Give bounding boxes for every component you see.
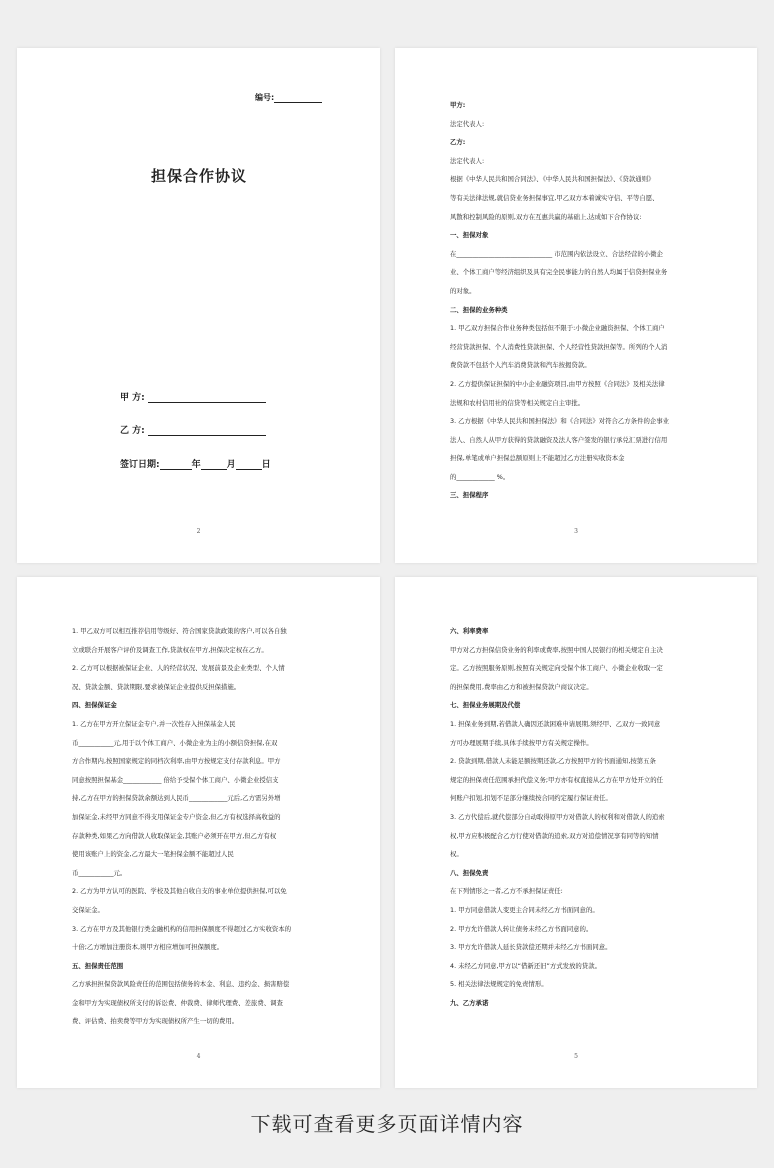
text-line: 2. 甲方允许借款人转让债务未经乙方书面同意的。 — [450, 924, 593, 933]
text-line: 交保证金。 — [72, 905, 104, 914]
party-a-label: 甲 方: — [120, 393, 145, 403]
text-line: 使用该账户上的资金,乙方最大一笔担保金额不能超过人民 — [72, 850, 234, 859]
page-4-body — [72, 622, 327, 1031]
text-line: 同意按照担保基金____________ 倍给予受保个体工商户、小微企业授信支 — [72, 775, 279, 784]
page-3-body — [450, 96, 704, 505]
year-blank — [160, 460, 192, 470]
sign-date-label: 签订日期: — [120, 460, 160, 470]
text-line: 1. 担保业务到期,若借款人确因还款困难申请展期,须经甲、乙双方一致同意 — [450, 719, 661, 728]
text-line: 3. 甲方允许借款人延长贷款偿还期并未经乙方书面同意。 — [450, 943, 612, 952]
section-heading: 八、担保免责 — [450, 868, 489, 877]
text-line: 的对象。 — [450, 286, 476, 295]
text-line: 在______________________________ 市范围内依法设立、合法经营的小微企 — [450, 249, 663, 258]
sign-date-field — [120, 457, 271, 470]
text-line: 等有关法律法规,就信贷业务担保事宜,甲乙双方本着诚实守信、平等自愿、 — [450, 193, 659, 202]
text-line: 的____________ %。 — [450, 472, 510, 481]
section-heading: 六、利率费率 — [450, 627, 489, 635]
text-line: 在下列情形之一者,乙方不承担保证责任: — [450, 887, 563, 896]
text-line: 币___________元,用于以个体工商户、小微企业为主的小额信贷担保,在双 — [72, 738, 278, 747]
text-line: 何账户扣划,扣划不足部分继续按合同约定履行保证责任。 — [450, 794, 612, 803]
text-line: 金和甲方为实现债权所支付的诉讼费、仲裁费、律师代理费、差旅费、调查 — [72, 998, 283, 1007]
text-line: 立或联合开展客户评价及调查工作,贷款权在甲方,担保决定权在乙方。 — [72, 645, 268, 654]
text-line: 1. 乙方在甲方开立保证金专户,并一次性存入担保基金人民 — [72, 719, 236, 728]
month-label: 月 — [226, 460, 236, 470]
document-page-3 — [395, 48, 757, 563]
text-line: 2. 乙方可以根据被保证企业、人的经营状况、发展前景及企业类型、个人情 — [72, 664, 285, 673]
text-line: 风散和控制风险的原则,双方在互惠共赢的基础上,达成如下合作协议: — [450, 212, 642, 221]
section-heading: 三、担保程序 — [450, 491, 489, 500]
text-line: 存款种类,如果乙方向借款人收取保证金,其账户必须开在甲方,但乙方有权 — [72, 831, 277, 840]
party-a-blank — [148, 393, 266, 403]
text-line: 况、贷款金额、贷款期限,要求被保证企业提供反担保措施。 — [72, 682, 241, 691]
text-line: 1. 甲乙双方担保合作业务种类包括但不限于:小微企业融资担保、个体工商户 — [450, 324, 665, 333]
section-heading: 九、乙方承诺 — [450, 998, 489, 1007]
page-number: 4 — [196, 1053, 201, 1060]
text-line: 担保,单笔或单户担保总额原则上不能超过乙方注册实收资本金 — [450, 454, 625, 463]
text-line: 3. 乙方在甲方及其他银行类金融机构的信用担保额度不得超过乙方实收资本的 — [72, 924, 292, 933]
document-page-5 — [395, 577, 757, 1088]
section-heading: 五、担保责任范围 — [72, 961, 124, 970]
text-line: 4. 未经乙方同意,甲方以“借新还旧”方式发放的贷款。 — [450, 961, 601, 970]
contract-number-blank — [274, 94, 322, 103]
section-heading: 七、担保业务展期及代偿 — [450, 701, 521, 710]
text-line: 1. 甲方同意借款人变更主合同未经乙方书面同意的。 — [450, 905, 599, 914]
text-line: 乙方承担担保贷款风险责任的范围包括债务的本金、利息、违约金、损害赔偿 — [72, 980, 290, 989]
text-line: 加保证金,未经甲方同意不得支用保证金专户资金,但乙方有权选择高收益的 — [72, 812, 281, 821]
document-page-4 — [17, 577, 380, 1088]
page-number: 2 — [196, 528, 201, 535]
text-line: 3. 乙方根据《中华人民共和国担保法》和《合同法》对符合乙方条件的企事业 — [450, 417, 670, 426]
text-line: 方合作期内,按照国家规定的同档次利率,由甲方按规定支付存款利息。甲方 — [72, 757, 281, 766]
text-line: 业、个体工商户等经济组织及具有完全民事能力的自然人均属于信贷担保业务 — [450, 268, 668, 277]
text-line: 甲方对乙方担保信贷业务的利率或费率,按照中国人民银行的相关规定自主决 — [450, 645, 663, 654]
page-number: 3 — [574, 528, 578, 535]
text-line: 币___________元。 — [72, 868, 127, 877]
text-line: 费、评估费、拍卖费等甲方为实现债权所产生一切的费用。 — [72, 1017, 239, 1026]
text-line: 1. 甲乙双方可以相互推荐信用等级好、符合国家贷款政策的客户,可以各自独 — [72, 627, 287, 635]
text-line: 的担保费用,费率由乙方和被担保贷款户商议决定。 — [450, 682, 593, 691]
page-5-body — [450, 622, 704, 1012]
text-line: 经营贷款担保、个人消费性贷款担保、个人经营性贷款担保等。所列的个人消 — [450, 342, 668, 351]
section-heading: 四、担保保证金 — [72, 701, 117, 710]
section-heading: 二、担保的业务种类 — [450, 305, 508, 314]
text-line: 方可办理展期手续,具体手续按甲方有关规定操作。 — [450, 738, 593, 747]
text-line: 持,乙方在甲方的担保贷款余额达到人民币____________元后,乙方需另外增 — [72, 794, 281, 803]
year-label: 年 — [191, 460, 201, 470]
text-line: 2. 乙方为甲方认可的医院、学校及其他自收自支的事业单位提供担保,可以免 — [72, 887, 287, 896]
text-line: 法定代表人: — [450, 156, 485, 165]
text-line: 2. 乙方提供保证担保的中小企业融资项目,由甲方按照《合同法》及相关法律 — [450, 379, 665, 388]
section-heading: 甲方: — [450, 101, 466, 109]
party-b-label: 乙 方: — [120, 426, 145, 436]
text-line: 定。乙方按照服务原则,按照有关规定向受保个体工商户、小微企业收取一定 — [450, 664, 663, 673]
text-line: 法规和农村信用社的信贷等相关规定自主审批。 — [450, 398, 585, 407]
section-heading: 乙方: — [450, 138, 466, 147]
contract-number-label: 编号: — [255, 93, 275, 102]
day-blank — [236, 460, 262, 470]
party-b-field — [120, 423, 266, 436]
text-line: 权,甲方应积极配合乙方行使对借款的追索,双方对追偿情况享有同等的知情 — [450, 831, 659, 840]
text-line: 3. 乙方代偿后,就代偿部分自动取得原甲方对借款人的权利和对借款人的追索 — [450, 812, 665, 821]
day-label: 日 — [261, 460, 271, 470]
party-b-blank — [148, 426, 266, 436]
page-number: 5 — [574, 1053, 578, 1060]
section-heading: 一、担保对象 — [450, 231, 489, 240]
text-line: 法人、自然人从甲方获得的贷款融资及法人客户签发的银行承兑汇票进行信用 — [450, 435, 668, 444]
text-line: 费贷款不包括个人汽车消费贷款和汽车按揭贷款。 — [450, 361, 591, 370]
text-line: 十倍;乙方增加注册资本,则甲方相应增加可担保额度。 — [72, 943, 224, 952]
text-line: 2. 贷款到期,借款人未能足额按期还款,乙方按照甲方的书面通知,按第五条 — [450, 757, 656, 766]
party-a-field — [120, 390, 266, 403]
text-line: 根据《中华人民共和国合同法》、《中华人民共和国担保法》、《贷款通则》 — [450, 175, 655, 184]
month-blank — [201, 460, 227, 470]
text-line: 权。 — [450, 850, 463, 859]
document-title: 担保合作协议 — [151, 167, 248, 185]
contract-number-field — [255, 92, 322, 103]
text-line: 法定代表人: — [450, 119, 485, 128]
text-line: 规定的担保责任范围承担代偿义务;甲方亦有权直接从乙方在甲方处开立的任 — [450, 775, 664, 784]
cover-page — [17, 48, 380, 563]
download-more-caption: 下载可查看更多页面详情内容 — [250, 1112, 524, 1136]
text-line: 5. 相关法律法规规定的免责情形。 — [450, 980, 548, 989]
